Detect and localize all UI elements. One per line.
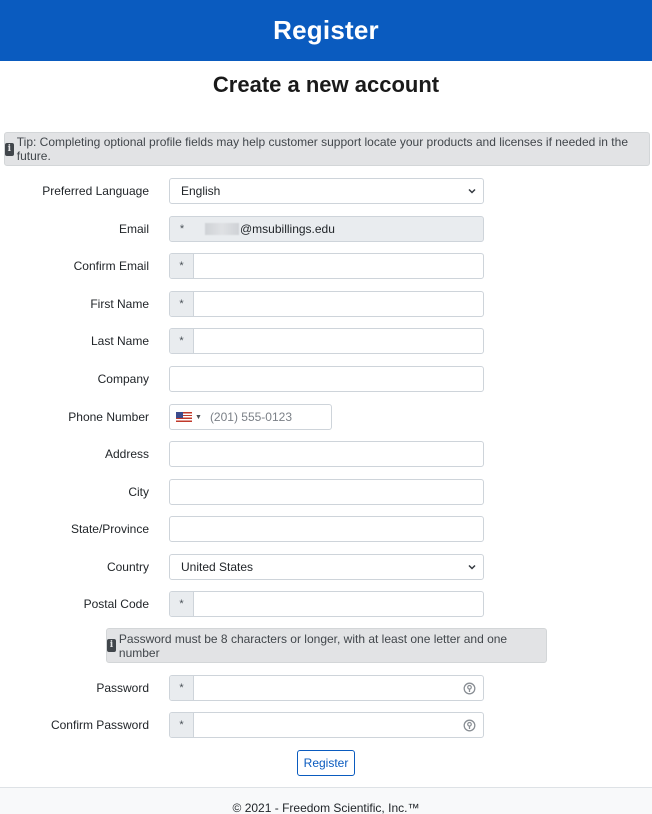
phone-field[interactable]: [169, 404, 332, 430]
tip-text: Tip: Completing optional profile fields may help customer support locate your products and licenses if needed in the future.: [16, 135, 628, 163]
company-field[interactable]: [169, 366, 484, 392]
state-value[interactable]: [170, 517, 483, 541]
language-label: Preferred Language: [42, 184, 149, 198]
address-value[interactable]: [170, 442, 483, 466]
required-asterisk-icon: *: [170, 592, 194, 616]
city-value[interactable]: [170, 480, 483, 504]
footer: [0, 787, 652, 814]
language-select[interactable]: [169, 178, 484, 204]
footer-text: © 2021 - Freedom Scientific, Inc.™: [232, 801, 420, 814]
last-name-field[interactable]: [169, 328, 484, 354]
phone-label: Phone Number: [68, 410, 149, 424]
register-button[interactable]: Register: [297, 750, 355, 776]
postal-value[interactable]: [194, 592, 483, 616]
chevron-down-icon: [468, 187, 476, 195]
first-name-field[interactable]: [169, 291, 484, 317]
address-label: Address: [104, 447, 149, 461]
language-value: English: [181, 184, 221, 198]
required-asterisk-icon: *: [170, 254, 194, 278]
confirm-email-label: Confirm Email: [73, 259, 149, 273]
confirm-password-field[interactable]: [169, 712, 484, 738]
confirm-password-label: Confirm Password: [50, 718, 149, 732]
password-value[interactable]: [194, 676, 483, 700]
page-header: [0, 0, 652, 61]
password-field[interactable]: [169, 675, 484, 701]
password-manager-icon[interactable]: [463, 719, 476, 732]
caret-down-icon[interactable]: ▼: [195, 413, 202, 421]
password-label: Password: [96, 681, 149, 695]
header-title: Register: [273, 15, 379, 45]
postal-label: Postal Code: [83, 597, 149, 611]
first-name-value[interactable]: [194, 292, 483, 316]
email-value: @msubillings.edu: [240, 222, 335, 236]
city-field[interactable]: [169, 479, 484, 505]
phone-placeholder[interactable]: (201) 555-0123: [209, 410, 292, 424]
last-name-value[interactable]: [194, 329, 483, 353]
country-label: Country: [106, 560, 149, 574]
required-asterisk-icon: *: [170, 217, 194, 241]
confirm-email-field[interactable]: [169, 253, 484, 279]
first-name-label: First Name: [90, 297, 149, 311]
password-tip-alert: [106, 628, 547, 663]
last-name-label: Last Name: [90, 334, 149, 348]
country-value: United States: [181, 560, 254, 574]
address-field[interactable]: [169, 441, 484, 467]
confirm-email-value[interactable]: [194, 254, 483, 278]
email-field: [169, 216, 484, 242]
required-asterisk-icon: *: [170, 292, 194, 316]
company-label: Company: [97, 372, 149, 386]
chevron-down-icon: [468, 563, 476, 571]
postal-code-field[interactable]: [169, 591, 484, 617]
country-select[interactable]: [169, 554, 484, 580]
email-label: Email: [118, 222, 149, 236]
required-asterisk-icon: *: [170, 713, 194, 737]
password-tip-text: Password must be 8 characters or longer, with at least one letter and one number: [118, 631, 508, 660]
required-asterisk-icon: *: [170, 329, 194, 353]
tip-alert: [4, 132, 650, 166]
page-title: Create a new account: [212, 72, 440, 97]
state-field[interactable]: [169, 516, 484, 542]
us-flag-icon[interactable]: [176, 412, 192, 422]
confirm-password-value[interactable]: [194, 713, 483, 737]
city-label: City: [128, 485, 149, 499]
password-manager-icon[interactable]: [463, 682, 476, 695]
company-value[interactable]: [170, 367, 483, 391]
info-icon: i: [107, 639, 116, 652]
info-icon: i: [5, 143, 14, 156]
state-label: State/Province: [70, 522, 149, 536]
required-asterisk-icon: *: [170, 676, 194, 700]
redacted-text: [205, 223, 239, 235]
